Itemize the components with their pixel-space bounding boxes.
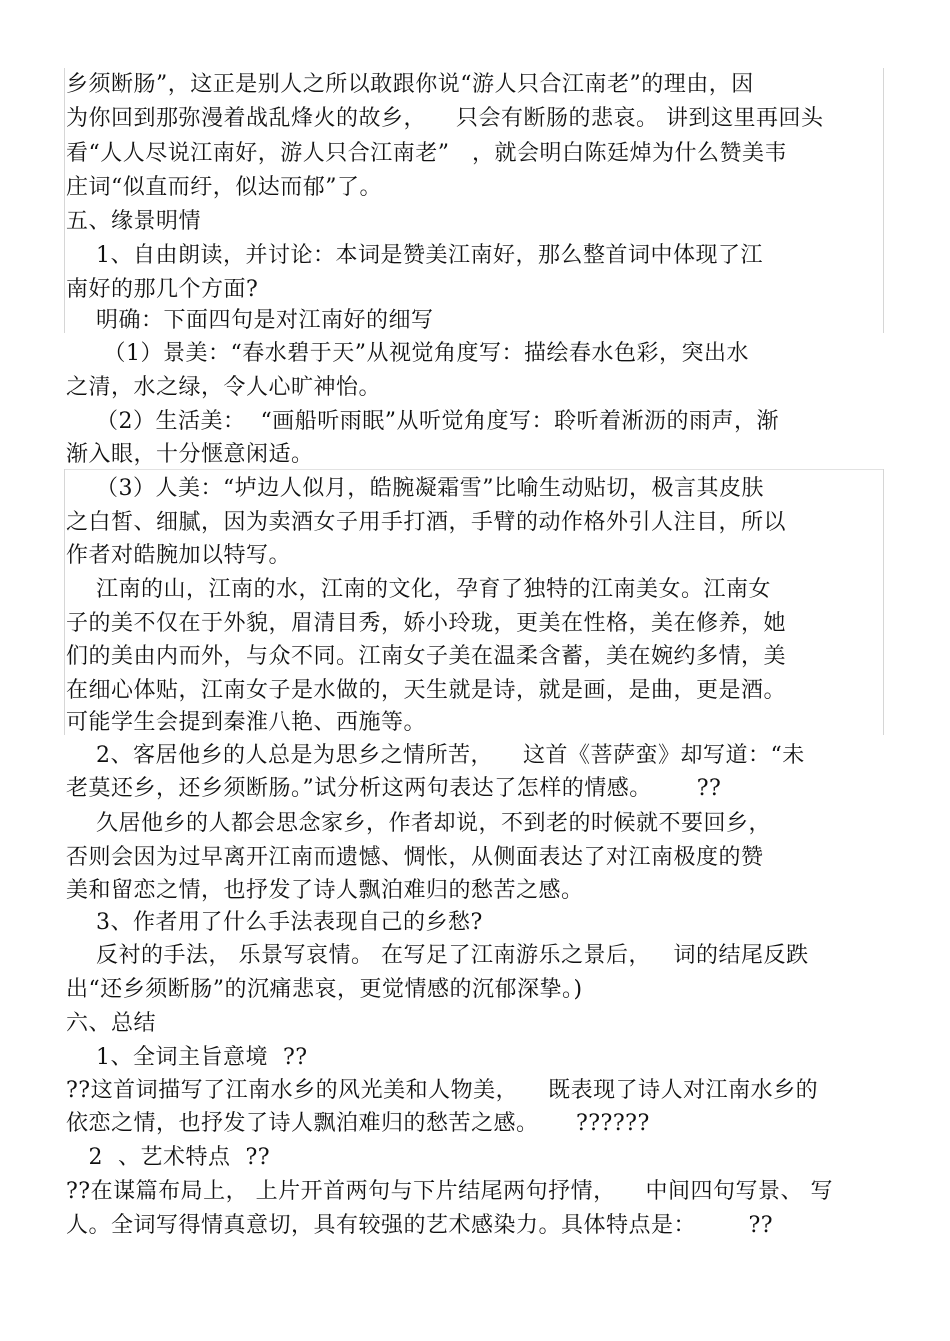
text-line: 明确：下面四句是对江南好的细写 xyxy=(66,308,434,333)
text-line: 庄词“似直而纡，似达而郁”了。 xyxy=(66,175,382,200)
text-line: 反衬的手法， 乐景写哀情。 在写足了江南游乐之景后， 词的结尾反跌 xyxy=(66,943,809,968)
text-line: 作者对皓腕加以特写。 xyxy=(66,543,292,568)
text-line: 美和留恋之情，也抒发了诗人飘泊难归的愁苦之感。 xyxy=(66,878,584,903)
text-line: 久居他乡的人都会思念家乡，作者却说，不到老的时候就不要回乡， xyxy=(66,811,771,836)
right-border-lower xyxy=(883,469,884,735)
text-line: ??在谋篇布局上， 上片开首两句与下片结尾两句抒情， 中间四句写景、 写 xyxy=(66,1179,834,1204)
text-line: 看“人人尽说江南好，游人只合江南老” ，就会明白陈廷焯为什么赞美韦 xyxy=(66,141,787,166)
section-heading: 六、总结 xyxy=(66,1011,157,1036)
text-line: 为你回到那弥漫着战乱烽火的故乡， 只会有断肠的悲哀。 讲到这里再回头 xyxy=(66,106,824,131)
text-line: （2）生活美： “画船听雨眠”从听觉角度写：聆听着淅沥的雨声，渐 xyxy=(66,409,779,434)
text-line: 子的美不仅在于外貌，眉清目秀，娇小玲珑，更美在性格，美在修养，她 xyxy=(66,611,787,636)
text-line: 1、全词主旨意境 ?? xyxy=(66,1045,308,1070)
text-line: 依恋之情，也抒发了诗人飘泊难归的愁苦之感。 ?????? xyxy=(66,1111,650,1136)
text-line: 之白皙、细腻，因为卖酒女子用手打酒，手臂的动作格外引人注目，所以 xyxy=(66,510,787,535)
text-line: （1）景美：“春水碧于天”从视觉角度写：描绘春水色彩，突出水 xyxy=(66,341,749,366)
text-line: 渐入眼，十分惬意闲适。 xyxy=(66,442,314,467)
text-line: 之清，水之绿，令人心旷神怡。 xyxy=(66,375,382,400)
text-line: ??这首词描写了江南水乡的风光美和人物美， 既表现了诗人对江南水乡的 xyxy=(66,1078,819,1103)
text-line: 南好的那几个方面? xyxy=(66,277,259,302)
text-line: 出“还乡须断肠”的沉痛悲哀，更觉情感的沉郁深挚。) xyxy=(66,977,583,1002)
text-line: 3、作者用了什么手法表现自己的乡愁? xyxy=(66,910,483,935)
text-line: 1、自由朗读，并讨论：本词是赞美江南好，那么整首词中体现了江 xyxy=(66,243,763,268)
left-border-upper xyxy=(64,68,65,333)
text-line: 可能学生会提到秦淮八艳、西施等。 xyxy=(66,710,427,735)
text-line: 在细心体贴，江南女子是水做的，天生就是诗，就是画，是曲，更是酒。 xyxy=(66,678,787,703)
text-line: 乡须断肠”，这正是别人之所以敢跟你说“游人只合江南老”的理由，因 xyxy=(66,72,754,97)
text-line: 们的美由内而外，与众不同。江南女子美在温柔含蓄，美在婉约多情，美 xyxy=(66,644,787,669)
text-line: 2 、艺术特点 ?? xyxy=(66,1145,271,1170)
text-line: 老莫还乡，还乡须断肠。”试分析这两句表达了怎样的情感。 ?? xyxy=(66,776,722,801)
text-line: 人。全词写得情真意切，具有较强的艺术感染力。具体特点是： ?? xyxy=(66,1213,774,1238)
section-heading: 五、缘景明情 xyxy=(66,209,202,234)
text-line: 2、客居他乡的人总是为思乡之情所苦， 这首《菩萨蛮》却写道：“未 xyxy=(66,743,805,768)
left-border-lower xyxy=(64,469,65,735)
text-line: 否则会因为过早离开江南而遗憾、惆怅，从侧面表达了对江南极度的赞 xyxy=(66,845,764,870)
right-border-upper xyxy=(883,68,884,333)
text-line: （3）人美：“垆边人似月，皓腕凝霜雪”比喻生动贴切，极言其皮肤 xyxy=(66,476,764,501)
text-line: 江南的山，江南的水，江南的文化，孕育了独特的江南美女。江南女 xyxy=(66,577,771,602)
